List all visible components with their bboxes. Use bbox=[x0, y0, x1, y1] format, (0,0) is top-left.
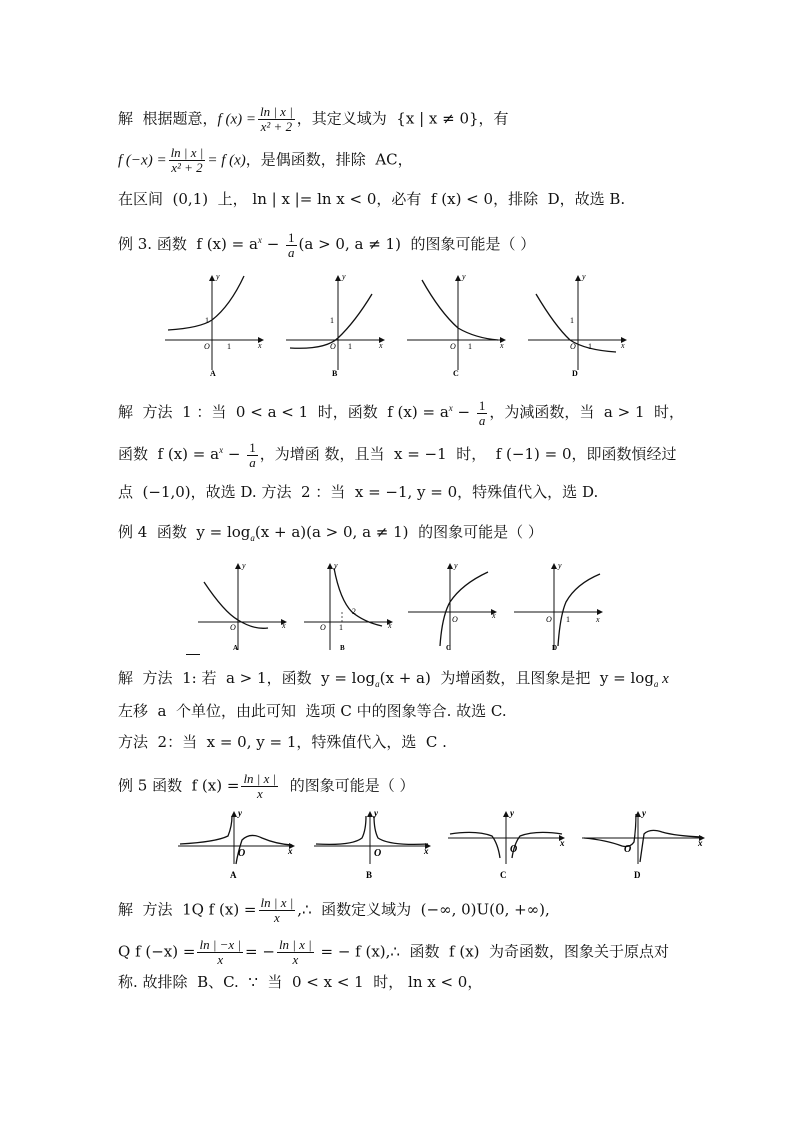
example-3-graphs bbox=[160, 270, 640, 380]
axis-y-label: y bbox=[642, 808, 646, 818]
axis-x-label: x bbox=[288, 846, 293, 856]
tick-1-label: 1 bbox=[339, 623, 343, 632]
tick-2-label: 2 bbox=[352, 607, 356, 616]
option-label: A bbox=[233, 644, 239, 652]
graph-3A bbox=[165, 272, 263, 378]
denominator: a bbox=[288, 244, 295, 260]
denominator: a bbox=[478, 412, 486, 428]
text: 例 3. 函数 f (x) = a bbox=[118, 235, 258, 253]
axis-y-label: y bbox=[334, 561, 338, 570]
example-4-title bbox=[118, 522, 543, 548]
text: − bbox=[223, 445, 246, 463]
numerator: ln | x | bbox=[260, 895, 294, 910]
subscript: a bbox=[375, 679, 380, 689]
divider-mark bbox=[186, 654, 200, 655]
axis-y-label: y bbox=[558, 561, 562, 570]
tick-1-label: 1 bbox=[348, 342, 352, 351]
option-label: B bbox=[340, 644, 345, 652]
text: 解 方法 1 ：当 0 < a < 1 时，函数 f (x) = a bbox=[118, 403, 449, 421]
graph-3D bbox=[528, 272, 626, 378]
option-label: C bbox=[500, 870, 507, 880]
graph-4D bbox=[514, 561, 602, 652]
subscript: a bbox=[250, 533, 255, 543]
text: 例 5 函数 f (x) = bbox=[118, 776, 240, 795]
origin-label: O bbox=[546, 615, 552, 624]
text: 例 4 函数 y = log bbox=[118, 523, 251, 541]
graph-5C bbox=[448, 808, 565, 880]
tick-1-label: 1 bbox=[588, 342, 592, 351]
graph-4B bbox=[304, 561, 392, 652]
axis-x-label: x bbox=[379, 341, 383, 350]
tick-1-label: 1 bbox=[570, 316, 574, 325]
numerator: ln | x | bbox=[170, 145, 204, 160]
text: 左移 a 个单位，由此可知 选项 C 中的图象等合. 故选 C. bbox=[118, 702, 507, 720]
origin-label: O bbox=[238, 848, 246, 859]
origin-label: O bbox=[330, 342, 336, 351]
solution-line-5 bbox=[118, 440, 677, 470]
solution-line-9 bbox=[118, 732, 447, 752]
graph-4A bbox=[198, 561, 286, 652]
origin-label: O bbox=[374, 848, 382, 859]
text: (a > 0, a ≠ 1) 的图象可能是（ ） bbox=[298, 235, 536, 253]
text: ,∴ 函数定义域为 (−∞, 0)U(0, +∞), bbox=[297, 900, 550, 919]
tick-1-label: 1 bbox=[330, 316, 334, 325]
graph-5A bbox=[178, 808, 294, 880]
text: ，为減函数，当 a > 1 时， bbox=[489, 403, 685, 421]
axis-x-label: x bbox=[596, 615, 600, 624]
text: x bbox=[658, 671, 669, 687]
tick-1-label: 1 bbox=[227, 342, 231, 351]
option-label: A bbox=[210, 369, 216, 378]
text: (x + a)(a > 0, a ≠ 1) 的图象可能是（ ） bbox=[254, 523, 543, 541]
solution-line-11 bbox=[118, 938, 669, 967]
fraction bbox=[197, 938, 243, 967]
numerator: 1 bbox=[249, 439, 256, 455]
example-3-title bbox=[118, 230, 535, 260]
graph-4C bbox=[408, 561, 496, 652]
axis-y-label: y bbox=[454, 561, 458, 570]
text: = − f (x),∴ 函数 f (x) 为奇函数，图象关于原点对 bbox=[315, 942, 670, 961]
axis-y-label: y bbox=[374, 808, 378, 818]
numerator: ln | x | bbox=[278, 937, 312, 952]
numerator: ln | x | bbox=[259, 104, 293, 119]
origin-label: O bbox=[450, 342, 456, 351]
fraction bbox=[277, 938, 314, 967]
solution-line-6 bbox=[118, 482, 598, 502]
denominator: x bbox=[217, 952, 224, 967]
example-4-graphs bbox=[196, 560, 616, 660]
fraction bbox=[241, 772, 278, 801]
text: 解 方法 1: 若 a > 1，函数 y = log bbox=[118, 669, 376, 687]
axis-y-label: y bbox=[238, 808, 242, 818]
axis-x-label: x bbox=[388, 621, 392, 630]
denominator: x² + 2 bbox=[171, 160, 203, 175]
denominator: x bbox=[256, 786, 263, 801]
graph-3C bbox=[407, 272, 505, 378]
text: Q f (−x) = bbox=[118, 942, 196, 961]
exponent: x bbox=[448, 403, 453, 413]
denominator: x bbox=[292, 952, 299, 967]
numerator: ln | x | bbox=[243, 771, 277, 786]
axis-x-label: x bbox=[500, 341, 504, 350]
tick-1-label: 1 bbox=[205, 316, 209, 325]
axis-x-label: x bbox=[282, 621, 286, 630]
fraction bbox=[169, 146, 206, 175]
fraction bbox=[258, 105, 295, 134]
origin-label: O bbox=[570, 342, 576, 351]
origin-label: O bbox=[624, 844, 632, 855]
axis-y-label: y bbox=[242, 561, 246, 570]
exponent: x bbox=[257, 235, 262, 245]
axis-x-label: x bbox=[621, 341, 625, 350]
solution-line-3 bbox=[118, 189, 625, 209]
axis-y-label: y bbox=[510, 808, 514, 818]
axis-y-label: y bbox=[342, 272, 346, 281]
option-label: D bbox=[634, 870, 641, 880]
text: 函数 f (x) = a bbox=[118, 445, 220, 463]
subscript: a bbox=[653, 679, 659, 689]
solution-line-8 bbox=[118, 701, 507, 721]
option-label: D bbox=[572, 369, 578, 378]
example-5-graphs bbox=[176, 808, 716, 888]
origin-label: O bbox=[510, 844, 518, 855]
axis-x-label: x bbox=[492, 611, 496, 620]
option-label: B bbox=[366, 870, 373, 880]
formula: f (−x) = bbox=[118, 152, 167, 169]
text: ，其定义域为 {x | x ≠ 0}，有 bbox=[296, 109, 509, 128]
text: 点 (−1,0)，故选 D. 方法 2 ：当 x = −1, y = 0，特殊值代入，选 D. bbox=[118, 483, 599, 501]
axis-x-label: x bbox=[258, 341, 262, 350]
fraction bbox=[247, 441, 258, 470]
exponent: x bbox=[219, 445, 224, 455]
tick-1-label: 1 bbox=[566, 615, 570, 624]
option-label: A bbox=[230, 870, 237, 880]
solution-line-1 bbox=[118, 105, 509, 134]
origin-label: O bbox=[320, 623, 326, 632]
example-5-title bbox=[118, 772, 415, 801]
origin-label: O bbox=[230, 623, 236, 632]
text: 的图象可能是（ ） bbox=[280, 776, 415, 795]
denominator: x bbox=[274, 910, 280, 925]
text: ，为增函 数，且当 x = −1 时， f (−1) = 0，即函数㥧经过 bbox=[259, 445, 677, 463]
axis-x-label: x bbox=[424, 846, 429, 856]
text: 称. 故排除 B、C. ∵ 当 0 < x < 1 时， ln x < 0， bbox=[118, 973, 483, 991]
numerator: ln | −x | bbox=[199, 937, 242, 952]
axis-y-label: y bbox=[462, 272, 466, 281]
origin-label: O bbox=[452, 615, 458, 624]
fraction bbox=[286, 231, 297, 260]
text: 解 方法 1Q f (x) = bbox=[118, 900, 257, 919]
axis-y-label: y bbox=[582, 272, 586, 281]
denominator: a bbox=[249, 454, 256, 470]
fraction bbox=[477, 399, 488, 428]
axis-x-label: x bbox=[698, 838, 703, 848]
text: ，是偶函数，排除 AC， bbox=[245, 150, 413, 169]
formula: f (x) = bbox=[217, 111, 256, 128]
graph-5B bbox=[314, 808, 430, 880]
text: = − bbox=[245, 942, 275, 961]
axis-x-label: x bbox=[560, 838, 565, 848]
text: − bbox=[452, 403, 475, 421]
formula: = f (x) bbox=[207, 152, 246, 169]
numerator: 1 bbox=[478, 397, 486, 413]
tick-1-label: 1 bbox=[468, 342, 472, 351]
text: (x + a) 为增函数，且图象是把 y = log bbox=[379, 669, 654, 687]
option-label: C bbox=[446, 644, 452, 652]
solution-line-10 bbox=[118, 896, 550, 925]
text: − bbox=[261, 235, 285, 253]
axis-y-label: y bbox=[216, 272, 220, 281]
numerator: 1 bbox=[288, 229, 295, 245]
fraction bbox=[259, 896, 296, 925]
text: 在区间 (0,1) 上， ln | x |= ln x < 0，必有 f (x) < 0，排除 D，故选 B. bbox=[118, 190, 626, 208]
origin-label: O bbox=[204, 342, 210, 351]
graph-3B bbox=[286, 272, 384, 378]
solution-line-4 bbox=[118, 398, 684, 428]
option-label: C bbox=[453, 369, 459, 378]
option-label: D bbox=[552, 644, 558, 652]
solution-line-2 bbox=[118, 146, 413, 175]
solution-line-7 bbox=[118, 668, 669, 694]
option-label: B bbox=[332, 369, 338, 378]
denominator: x² + 2 bbox=[260, 119, 293, 134]
text: 解 根据题意， bbox=[118, 109, 218, 128]
solution-line-12 bbox=[118, 972, 482, 992]
graph-5D bbox=[582, 808, 704, 880]
text: 方法 2：当 x = 0, y = 1，特殊值代入，选 C . bbox=[118, 733, 447, 751]
